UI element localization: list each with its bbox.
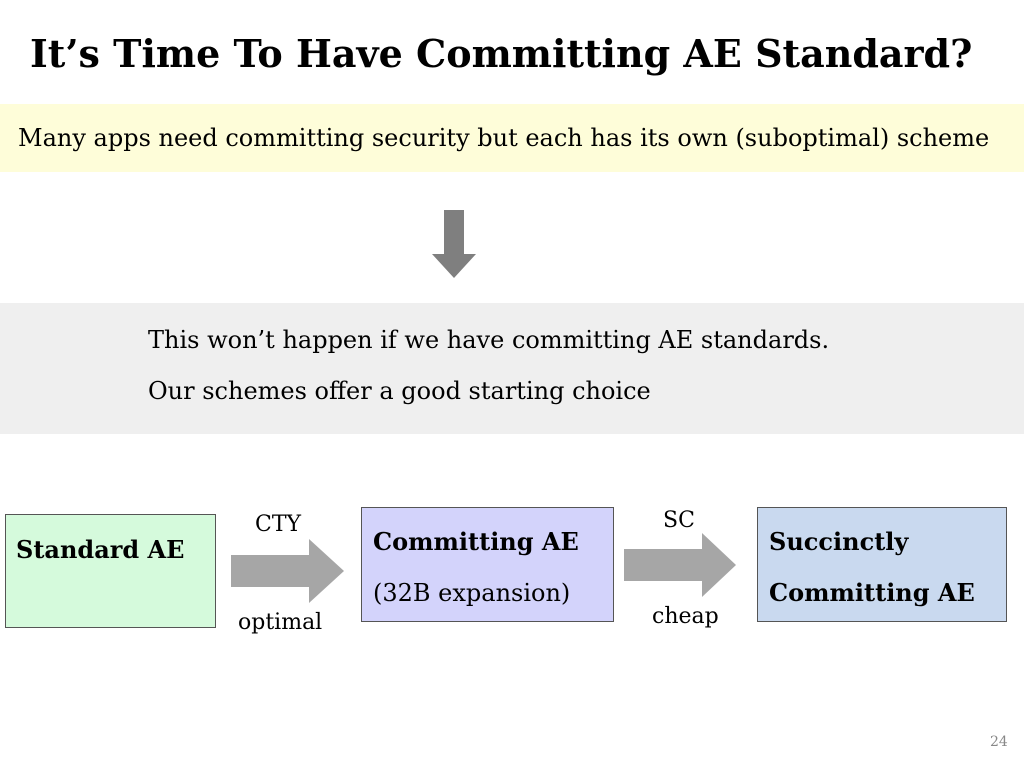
arrow-sc (624, 533, 736, 597)
down-arrow-icon (430, 210, 478, 280)
node-standard-ae (5, 514, 216, 628)
problem-text: Many apps need committing security but each has its own (suboptimal) scheme (18, 124, 990, 152)
page-number: 24 (990, 734, 1008, 750)
edge-label-cheap: cheap (652, 604, 719, 629)
arrow-cty (231, 539, 344, 603)
solution-line-1: This won’t happen if we have committing AE standards. (148, 326, 830, 354)
node-committing-ae-label: Committing AE (373, 527, 579, 556)
slide-title: It’s Time To Have Committing AE Standard? (30, 31, 973, 76)
edge-label-optimal: optimal (238, 610, 323, 635)
node-standard-ae-label: Standard AE (16, 535, 185, 564)
edge-label-sc: SC (663, 508, 695, 533)
node-committing-ae-note: (32B expansion) (373, 579, 571, 607)
node-committing-ae (361, 507, 614, 622)
node-succinct-label-line-1: Succinctly (769, 527, 909, 556)
problem-banner (0, 104, 1024, 172)
node-succinct-label-line-2: Committing AE (769, 578, 975, 607)
solution-line-2: Our schemes offer a good starting choice (148, 377, 651, 405)
solution-banner (0, 303, 1024, 434)
node-succinctly-committing-ae (757, 507, 1007, 622)
edge-label-cty: CTY (255, 512, 302, 537)
